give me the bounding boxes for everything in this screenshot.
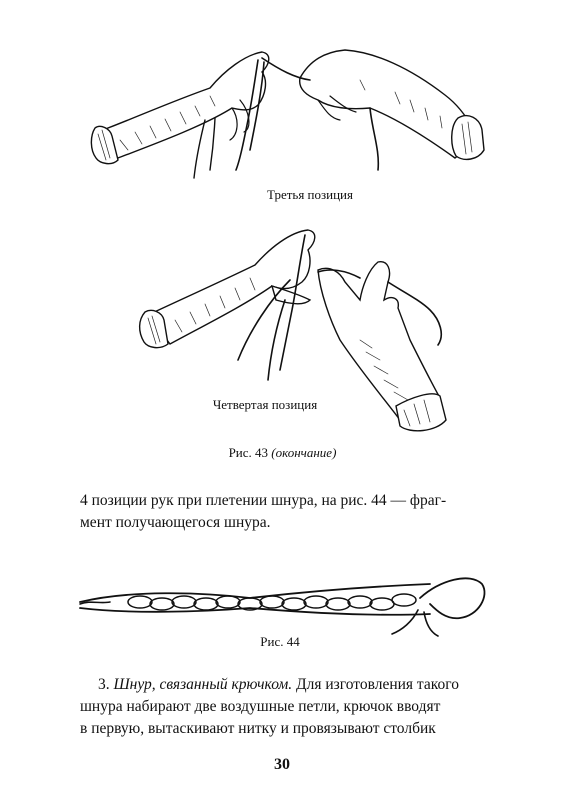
paragraph-2-line-1-rest: Для изготовления такого: [296, 676, 459, 693]
paragraph-1-line-1: 4 позиции рук при плетении шнура, на рис. 44 — фраг-: [80, 492, 447, 509]
paragraph-2-number: 3.: [98, 676, 110, 693]
fig43-caption-prefix: Рис. 43: [228, 445, 269, 460]
third-position-caption: Третья позиция: [267, 187, 353, 202]
fig43-caption: [150, 445, 415, 461]
paragraph-1: [80, 490, 490, 534]
illustration-third-position: [0, 0, 565, 200]
fig43-caption-suffix: (окончание): [271, 445, 337, 460]
page-number: 30: [274, 756, 290, 773]
illustration-fourth-position: [0, 220, 565, 460]
fig44-caption: Рис. 44: [260, 634, 300, 649]
illustration-cord: [0, 570, 565, 640]
paragraph-2: [80, 674, 490, 740]
paragraph-1-line-2: мент получающегося шнура.: [80, 514, 271, 531]
paragraph-2-line-1: [80, 674, 490, 696]
paragraph-2-heading: Шнур, связанный крючком.: [113, 676, 293, 693]
paragraph-2-line-2: шнура набирают две воздушные петли, крючок вводят: [80, 698, 441, 715]
cord-chain-links: [128, 594, 416, 610]
fourth-position-caption: Четвертая позиция: [212, 397, 318, 412]
right-hand-drawing: [300, 50, 484, 159]
paragraph-2-line-3: в первую, вытаскивают нитку и провязывают столбик: [80, 720, 436, 737]
